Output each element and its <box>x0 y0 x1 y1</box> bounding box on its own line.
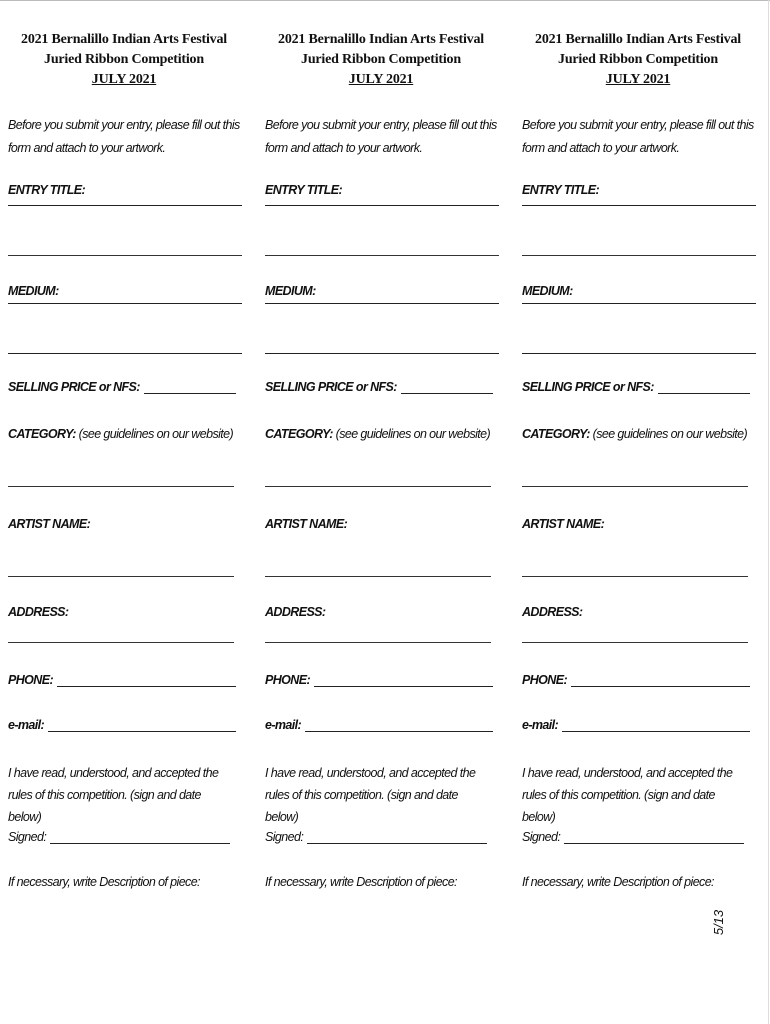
signature-field[interactable] <box>50 831 230 844</box>
selling-price-row <box>265 380 493 394</box>
signed-label: Signed: <box>522 830 561 844</box>
intro-text: Before you submit your entry, please fill out this form and attach to your artwork. <box>8 118 240 155</box>
phone-field[interactable] <box>571 674 750 687</box>
category-field[interactable] <box>8 486 234 487</box>
medium-field[interactable] <box>522 303 756 304</box>
form-header <box>8 30 240 90</box>
form-header <box>522 30 754 90</box>
email-row <box>8 718 236 732</box>
email-label: e-mail: <box>265 718 302 732</box>
selling-price-field[interactable] <box>144 381 236 394</box>
email-label: e-mail: <box>8 718 45 732</box>
phone-label: PHONE: <box>265 673 311 687</box>
address-field[interactable] <box>265 642 491 643</box>
email-field[interactable] <box>562 719 750 732</box>
category-note: (see guidelines on our website) <box>78 427 234 441</box>
selling-price-field[interactable] <box>401 381 493 394</box>
address-label: ADDRESS: <box>265 605 326 619</box>
entry-title-label: ENTRY TITLE: <box>8 183 86 197</box>
selling-price-label: SELLING PRICE or NFS: <box>265 380 397 394</box>
phone-label: PHONE: <box>522 673 568 687</box>
category-field[interactable] <box>265 486 491 487</box>
description-label: If necessary, write Description of piece: <box>8 875 200 889</box>
artist-name-field[interactable] <box>522 576 748 577</box>
email-field[interactable] <box>48 719 236 732</box>
agreement-text: I have read, understood, and accepted the rules of this competition. (sign and date below) <box>265 766 476 824</box>
selling-price-field[interactable] <box>658 381 750 394</box>
entry-title-field-line2[interactable] <box>265 255 499 256</box>
medium-field[interactable] <box>8 303 242 304</box>
artist-name-field[interactable] <box>8 576 234 577</box>
selling-price-row <box>8 380 236 394</box>
competition-title: Juried Ribbon Competition <box>558 52 718 67</box>
description-label: If necessary, write Description of piece: <box>265 875 457 889</box>
competition-title: Juried Ribbon Competition <box>44 52 204 67</box>
category-label-row <box>265 427 490 441</box>
festival-title: 2021 Bernalillo Indian Arts Festival <box>278 32 484 47</box>
form-header <box>265 30 497 90</box>
medium-label: MEDIUM: <box>522 284 573 298</box>
artist-name-label: ARTIST NAME: <box>8 517 91 531</box>
category-label: CATEGORY: <box>265 427 333 441</box>
agreement-text: I have read, understood, and accepted the rules of this competition. (sign and date below) <box>8 766 219 824</box>
entry-title-field-line2[interactable] <box>8 255 242 256</box>
category-field[interactable] <box>522 486 748 487</box>
signed-label: Signed: <box>8 830 47 844</box>
selling-price-row <box>522 380 750 394</box>
competition-date: JULY 2021 <box>348 72 414 87</box>
artist-name-label: ARTIST NAME: <box>522 517 605 531</box>
medium-field-line2[interactable] <box>8 353 242 354</box>
medium-label: MEDIUM: <box>8 284 59 298</box>
festival-title: 2021 Bernalillo Indian Arts Festival <box>535 32 741 47</box>
medium-field[interactable] <box>265 303 499 304</box>
entry-title-field-line2[interactable] <box>522 255 756 256</box>
medium-field-line2[interactable] <box>522 353 756 354</box>
address-label: ADDRESS: <box>522 605 583 619</box>
entry-title-field[interactable] <box>522 205 756 206</box>
signature-field[interactable] <box>307 831 487 844</box>
signed-label: Signed: <box>265 830 304 844</box>
intro-text: Before you submit your entry, please fill out this form and attach to your artwork. <box>522 118 754 155</box>
festival-title: 2021 Bernalillo Indian Arts Festival <box>21 32 227 47</box>
phone-label: PHONE: <box>8 673 54 687</box>
selling-price-label: SELLING PRICE or NFS: <box>522 380 654 394</box>
competition-title: Juried Ribbon Competition <box>301 52 461 67</box>
description-label: If necessary, write Description of piece: <box>522 875 714 889</box>
phone-row <box>8 673 236 687</box>
signed-row <box>522 830 744 844</box>
entry-title-field[interactable] <box>265 205 499 206</box>
entry-title-field[interactable] <box>8 205 242 206</box>
category-note: (see guidelines on our website) <box>592 427 748 441</box>
selling-price-label: SELLING PRICE or NFS: <box>8 380 140 394</box>
intro-text: Before you submit your entry, please fill out this form and attach to your artwork. <box>265 118 497 155</box>
category-note: (see guidelines on our website) <box>335 427 491 441</box>
entry-title-label: ENTRY TITLE: <box>265 183 343 197</box>
medium-field-line2[interactable] <box>265 353 499 354</box>
category-label-row <box>8 427 233 441</box>
page-right-edge <box>768 0 769 1024</box>
address-field[interactable] <box>8 642 234 643</box>
category-label: CATEGORY: <box>522 427 590 441</box>
artist-name-label: ARTIST NAME: <box>265 517 348 531</box>
category-label: CATEGORY: <box>8 427 76 441</box>
phone-field[interactable] <box>314 674 493 687</box>
signed-row <box>265 830 487 844</box>
email-label: e-mail: <box>522 718 559 732</box>
email-row <box>265 718 493 732</box>
page-annotation: 5/13 <box>711 909 727 936</box>
entry-form-column-3 <box>522 0 762 1024</box>
email-row <box>522 718 750 732</box>
entry-form-column-1 <box>8 0 248 1024</box>
entry-form-column-2 <box>265 0 505 1024</box>
email-field[interactable] <box>305 719 493 732</box>
agreement-text: I have read, understood, and accepted the rules of this competition. (sign and date below) <box>522 766 733 824</box>
category-label-row <box>522 427 747 441</box>
phone-row <box>522 673 750 687</box>
signed-row <box>8 830 230 844</box>
competition-date: JULY 2021 <box>605 72 671 87</box>
signature-field[interactable] <box>564 831 744 844</box>
entry-title-label: ENTRY TITLE: <box>522 183 600 197</box>
address-field[interactable] <box>522 642 748 643</box>
medium-label: MEDIUM: <box>265 284 316 298</box>
competition-date: JULY 2021 <box>91 72 157 87</box>
phone-row <box>265 673 493 687</box>
phone-field[interactable] <box>57 674 236 687</box>
artist-name-field[interactable] <box>265 576 491 577</box>
address-label: ADDRESS: <box>8 605 69 619</box>
